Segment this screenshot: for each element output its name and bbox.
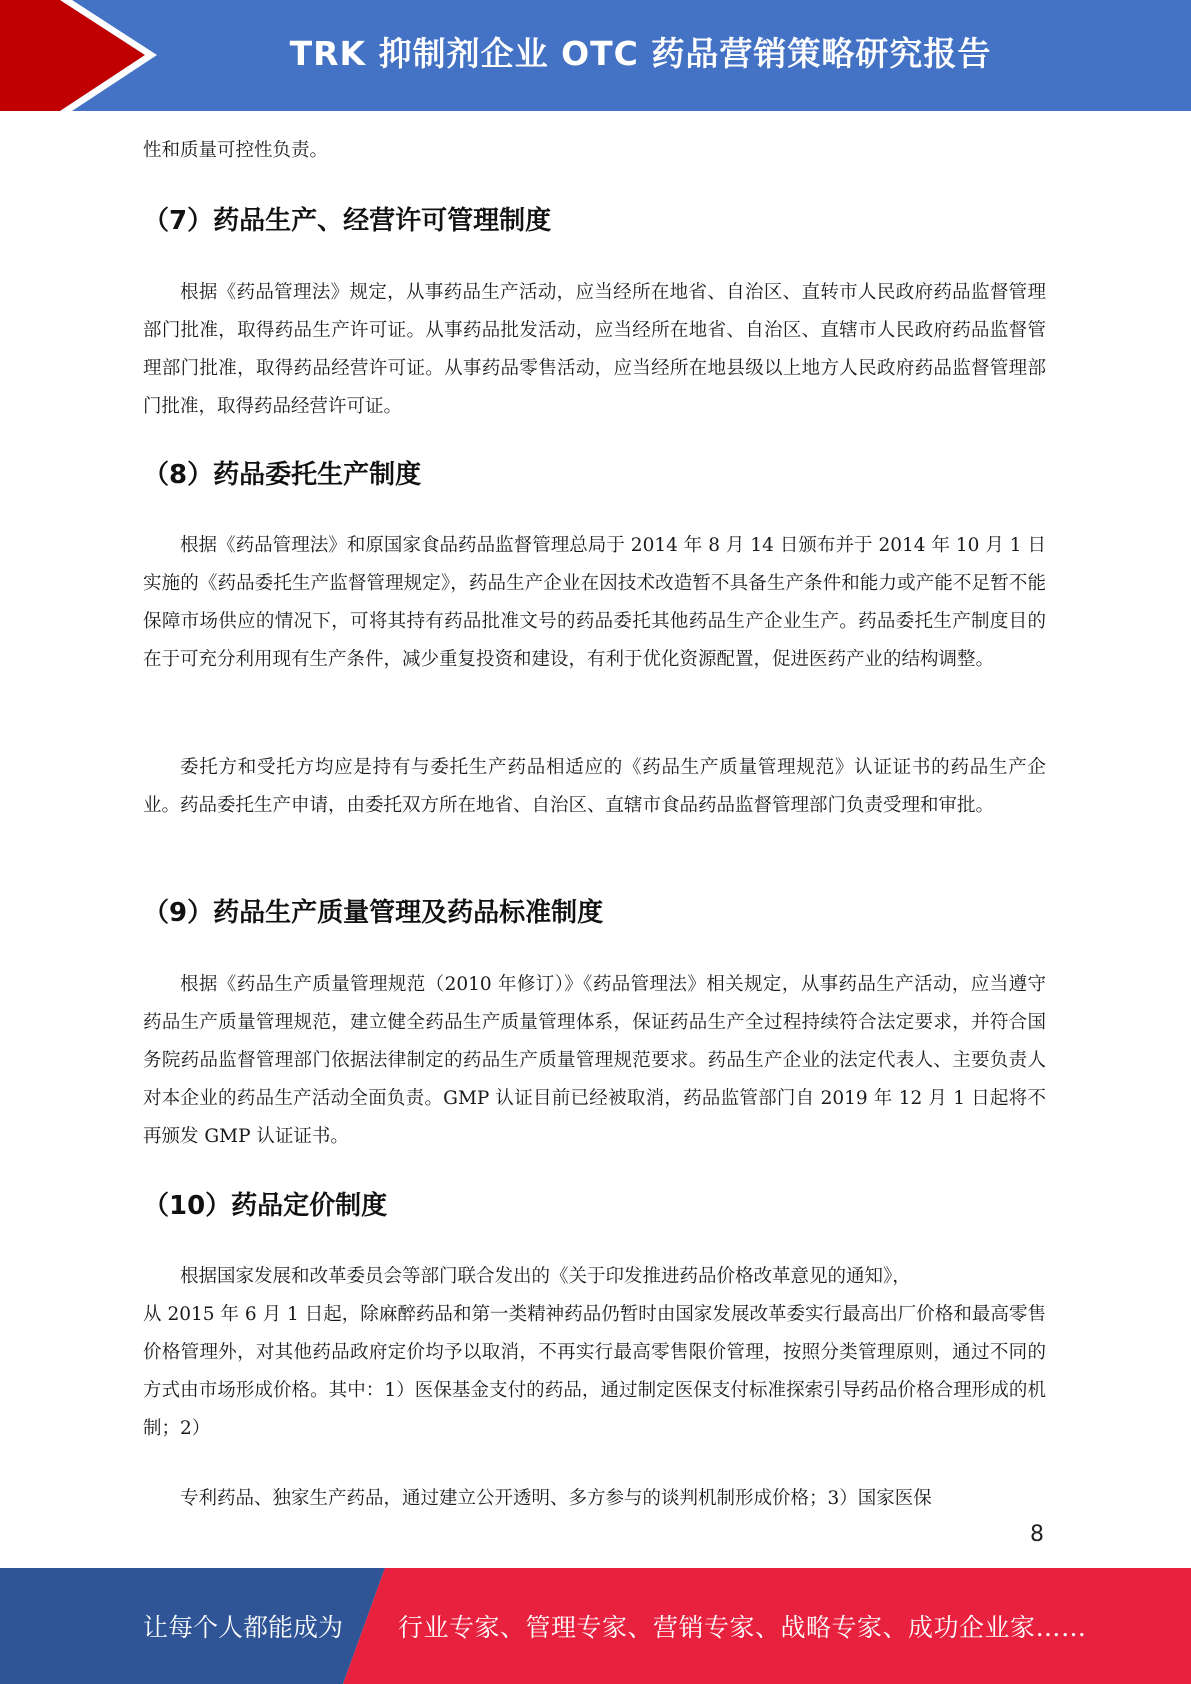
page-number: 8: [1030, 1522, 1044, 1547]
section-heading-7: （7）药品生产、经营许可管理制度: [143, 206, 552, 236]
section-heading-8: （8）药品委托生产制度: [143, 460, 422, 490]
paragraph: 从 2015 年 6 月 1 日起，除麻醉药品和第一类精神药品仍暂时由国家发展改革委实行最高出厂价格和最高零售价格管理外，对其他药品政府定价均予以取消，不再实行最高零售限价管理，按照分类管理原则，通过不同的方式由市场形成价格。其中：1）医保基金支付的药品，通过制定医保支付标准探索引导药品价格合理形成的机制；2）: [143, 1304, 1046, 1439]
paragraph: 根据《药品管理法》规定，从事药品生产活动，应当经所在地省、自治区、直转市人民政府药品监督管理部门批准，取得药品生产许可证。从事药品批发活动，应当经所在地省、自治区、直辖市人民政府药品监督管理部门批准，取得药品经营许可证。从事药品零售活动，应当经所在地县级以上地方人民政府药品监督管理部门批准，取得药品经营许可证。: [143, 282, 1046, 417]
footer-slogan-left: 让每个人都能成为: [143, 1613, 344, 1642]
paragraph: 专利药品、独家生产药品，通过建立公开透明、多方参与的谈判机制形成价格；3）国家医保: [180, 1488, 932, 1509]
paragraph: 性和质量可控性负责。: [143, 140, 329, 161]
paragraph: 根据《药品生产质量管理规范（2010 年修订）》《药品管理法》相关规定，从事药品生产活动，应当遵守药品生产质量管理规范，建立健全药品生产质量管理体系，保证药品生产全过程持续符合法定要求，并符合国务院药品监督管理部门依据法律制定的药品生产质量管理规范要求。药品生产企业的法定代表人、主要负责人对本企业的药品生产活动全面负责。GMP 认证目前已经被取消，药品监管部门自 2019 年 12 月 1 日起将不再颁发 GMP 认证证书。: [143, 974, 1046, 1147]
paragraph: 根据《药品管理法》和原国家食品药品监督管理总局于 2014 年 8 月 14 日颁布并于 2014 年 10 月 1 日实施的《药品委托生产监督管理规定》，药品生产企业在因技术改造暂不具备生产条件和能力或产能不足暂不能保障市场供应的情况下，可将其持有药品批准文号的药品委托其他药品生产企业生产。药品委托生产制度目的在于可充分利用现有生产条件，减少重复投资和建设，有利于优化资源配置，促进医药产业的结构调整。: [143, 535, 1046, 670]
paragraph: 根据国家发展和改革委员会等部门联合发出的《关于印发推进药品价格改革意见的通知》，: [180, 1266, 911, 1287]
section-heading-9: （9）药品生产质量管理及药品标准制度: [143, 898, 604, 928]
paragraph: 委托方和受托方均应是持有与委托生产药品相适应的《药品生产质量管理规范》认证证书的药品生产企业。药品委托生产申请，由委托双方所在地省、自治区、直辖市食品药品监督管理部门负责受理和审批。: [143, 757, 1046, 816]
footer-slogan-right: 行业专家、管理专家、营销专家、战略专家、成功企业家……: [398, 1613, 1087, 1642]
section-heading-10: （10）药品定价制度: [143, 1191, 388, 1221]
page-header: [0, 0, 1191, 111]
page-footer: [0, 1568, 1191, 1684]
report-title: TRK 抑制剂企业 OTC 药品营销策略研究报告: [289, 34, 992, 73]
